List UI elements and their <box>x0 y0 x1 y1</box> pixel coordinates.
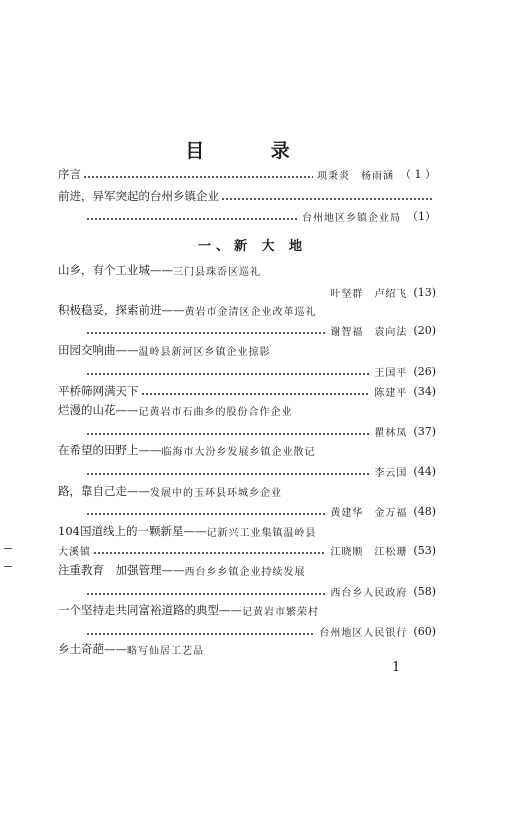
entry-subtitle: 临海市大汾乡发展乡镇企业散记 <box>161 446 316 458</box>
leader-dots <box>221 198 432 200</box>
entry-title: 烂漫的山花—— <box>58 403 139 417</box>
scan-mark <box>4 548 12 549</box>
entry-title: 注重教育 加强管理—— <box>58 563 185 577</box>
leader-dots <box>86 373 370 375</box>
entry-title: 山乡，有个工业城—— <box>58 263 173 277</box>
entry-author: 王国平 <box>374 367 408 379</box>
entry-title: 路，靠自己走—— <box>58 484 150 498</box>
toc-entry-continued <box>84 502 436 520</box>
toc-entry <box>58 601 436 619</box>
leader-dots <box>86 633 315 635</box>
leader-dots <box>93 552 326 554</box>
entry-author: 黄建华 金万福 <box>330 507 408 519</box>
entry-title: 平桥筛网满天下 <box>58 384 139 398</box>
entry-page: (26) <box>413 364 436 378</box>
entry-author: 台州地区乡镇企业局 <box>302 212 401 224</box>
toc-entry <box>58 341 436 359</box>
entry-page: （1） <box>407 210 436 223</box>
toc-entry <box>58 522 436 540</box>
entry-author: 谢智福 袁向法 <box>330 326 408 338</box>
entry-author: 项秉炎 杨雨涵 <box>317 170 394 182</box>
page-number: 1 <box>392 660 401 675</box>
entry-title: 一个坚持走共同富裕道路的典型—— <box>58 603 242 617</box>
entry-author: 江晓顺 江松珊 <box>330 546 408 558</box>
toc-entry <box>58 561 436 579</box>
entry-page: (48) <box>413 504 436 518</box>
entry-subtitle: 温岭县新河区乡镇企业掠影 <box>138 346 271 358</box>
entry-subtitle: 记新兴工业集镇温岭县 <box>206 527 317 539</box>
toc-entry <box>58 301 436 319</box>
entry-page: (13) <box>413 285 436 299</box>
entry-author: 李云国 <box>374 467 408 479</box>
entry-page: (34) <box>413 384 436 398</box>
entry-author: 瞿林凤 <box>374 427 408 439</box>
entry-title: 大溪镇 <box>58 546 91 558</box>
entry-author: 叶坚群 卢绍飞 <box>330 288 408 300</box>
leader-dots <box>86 433 370 435</box>
entry-subtitle: 略写仙居工艺品 <box>127 645 204 657</box>
entry-author: 西台乡人民政府 <box>330 587 408 599</box>
toc-entry <box>58 640 436 658</box>
entry-subtitle: 三门县珠岙区巡礼 <box>173 266 261 278</box>
entry-subtitle: 记黄岩市繁荣村 <box>242 606 319 618</box>
entry-subtitle: 记黄岩市石曲乡的股份合作企业 <box>138 406 293 418</box>
toc-entry <box>58 187 436 205</box>
toc-entry-continued <box>84 321 436 339</box>
toc-entry-continued <box>84 422 436 440</box>
leader-dots <box>86 513 326 515</box>
entry-page: （ 1 ） <box>400 168 436 181</box>
page-title: 目 录 <box>185 140 320 162</box>
entry-title: 乡土奇葩—— <box>58 642 127 656</box>
toc-entry <box>58 382 436 400</box>
leader-dots <box>86 332 326 334</box>
entry-title: 104国道线上的一颗新星—— <box>58 524 207 538</box>
leader-dots <box>86 218 298 220</box>
entry-page: (20) <box>413 323 436 337</box>
toc-entry <box>58 261 436 279</box>
entry-page: (37) <box>413 424 436 438</box>
entry-subtitle: 发展中的玉环县环城乡企业 <box>150 487 282 499</box>
toc-entry-continued <box>84 582 436 600</box>
toc-entry-continued <box>84 362 436 380</box>
leader-dots <box>83 176 313 178</box>
entry-subtitle: 黄岩市金清区企业改革巡礼 <box>184 306 317 318</box>
entry-title: 序言 <box>58 167 81 181</box>
entry-author: 陈建平 <box>374 387 408 399</box>
entry-author: 台州地区人民银行 <box>319 627 408 639</box>
toc-entry-continued <box>84 622 436 640</box>
entry-page: (44) <box>413 464 436 478</box>
toc-entry <box>58 165 436 183</box>
toc-entry-continued <box>58 541 436 559</box>
toc-entry-continued <box>58 283 436 301</box>
entry-subtitle: 西台乡乡镇企业持续发展 <box>184 566 306 578</box>
leader-dots <box>86 593 326 595</box>
toc-entry-continued <box>84 207 436 225</box>
entry-page: (60) <box>413 624 436 638</box>
leader-dots <box>141 393 371 395</box>
entry-title: 在希望的田野上—— <box>58 443 162 457</box>
toc-entry <box>58 482 436 500</box>
toc-entry <box>58 401 436 419</box>
toc-entry <box>58 441 436 459</box>
entry-title: 田园交响曲—— <box>58 343 139 357</box>
entry-page: (58) <box>413 584 436 598</box>
entry-title: 积极稳妥，探索前进—— <box>58 303 185 317</box>
entry-title: 前进，异军突起的台州乡镇企业 <box>58 189 219 203</box>
leader-dots <box>86 473 370 475</box>
section-heading: 一、新 大 地 <box>197 239 308 254</box>
entry-page: (53) <box>413 543 436 557</box>
scan-mark <box>4 566 12 567</box>
toc-entry-continued <box>84 462 436 480</box>
